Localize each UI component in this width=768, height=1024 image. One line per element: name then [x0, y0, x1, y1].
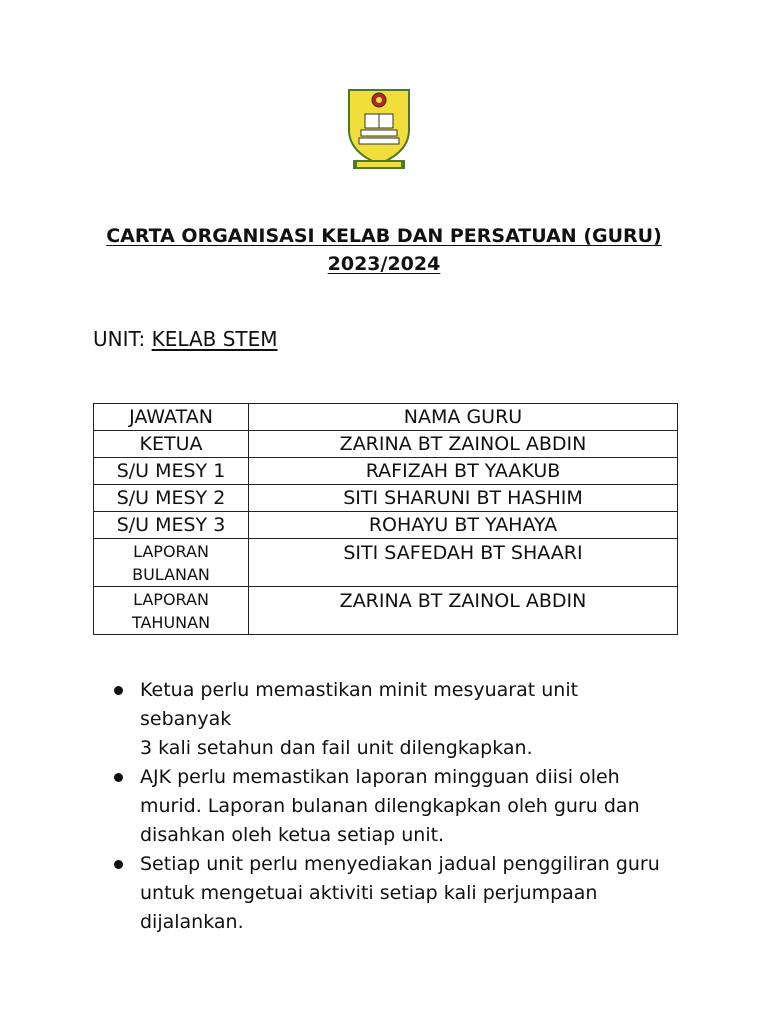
unit-line	[93, 325, 278, 353]
note-line: 3 kali setahun dan fail unit dilengkapkan.	[140, 737, 533, 759]
jawatan-cell: S/U MESY 3	[94, 512, 249, 539]
jawatan-line-2: BULANAN	[132, 565, 210, 584]
note-line: Ketua perlu memastikan minit mesyuarat unit sebanyak	[140, 679, 579, 730]
unit-value: KELAB STEM	[151, 327, 278, 351]
jawatan-line-1: LAPORAN	[133, 542, 209, 561]
jawatan-line-1: LAPORAN	[133, 590, 209, 609]
title-line-2: 2023/2024	[327, 253, 441, 275]
note-line: dijalankan.	[140, 911, 244, 933]
bullet-icon	[114, 773, 123, 782]
jawatan-line-2: TAHUNAN	[131, 613, 211, 632]
note-line: disahkan oleh ketua setiap unit.	[140, 824, 445, 846]
jawatan-cell	[94, 587, 249, 635]
jawatan-cell: S/U MESY 1	[94, 458, 249, 485]
table-row	[94, 431, 678, 458]
jawatan-cell	[94, 539, 249, 587]
title-line-1: CARTA ORGANISASI KELAB DAN PERSATUAN (GURU)	[106, 225, 662, 247]
school-crest-icon	[343, 86, 415, 172]
table-row	[94, 512, 678, 539]
page-title	[0, 222, 768, 278]
note-line: Setiap unit perlu menyediakan jadual penggiliran guru	[140, 853, 660, 875]
bullet-icon	[114, 686, 123, 695]
nama-cell: SITI SAFEDAH BT SHAARI	[249, 539, 678, 587]
nama-cell: SITI SHARUNI BT HASHIM	[249, 485, 678, 512]
header-jawatan: JAWATAN	[94, 404, 249, 431]
list-item	[108, 676, 668, 763]
table-row	[94, 539, 678, 587]
nama-cell: ZARINA BT ZAINOL ABDIN	[249, 587, 678, 635]
jawatan-cell: KETUA	[94, 431, 249, 458]
table-row	[94, 485, 678, 512]
table-header-row	[94, 404, 678, 431]
note-line: AJK perlu memastikan laporan mingguan diisi oleh	[140, 766, 620, 788]
list-item	[108, 850, 668, 937]
bullet-icon	[114, 860, 123, 869]
unit-label: UNIT:	[93, 327, 146, 351]
organization-table	[93, 403, 678, 635]
nama-cell: RAFIZAH BT YAAKUB	[249, 458, 678, 485]
table-row	[94, 587, 678, 635]
note-line: murid. Laporan bulanan dilengkapkan oleh guru dan	[140, 795, 640, 817]
table-row	[94, 458, 678, 485]
nama-cell: ROHAYU BT YAHAYA	[249, 512, 678, 539]
jawatan-cell: S/U MESY 2	[94, 485, 249, 512]
notes-list	[108, 676, 668, 937]
nama-cell: ZARINA BT ZAINOL ABDIN	[249, 431, 678, 458]
note-line: untuk mengetuai aktiviti setiap kali perjumpaan	[140, 882, 598, 904]
header-nama-guru: NAMA GURU	[249, 404, 678, 431]
list-item	[108, 763, 668, 850]
